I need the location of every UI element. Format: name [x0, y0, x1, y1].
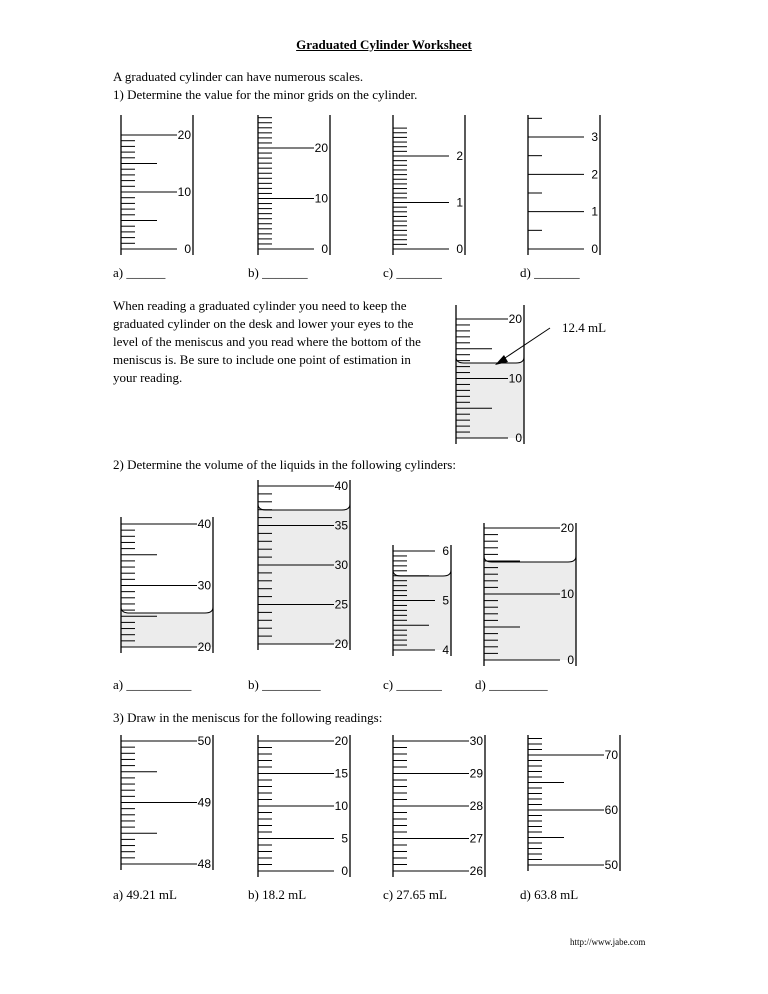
scale-label: 0 [591, 242, 598, 256]
meniscus-instructions: When reading a graduated cylinder you need to keep the graduated cylinder on the desk and lower your eyes to the level of the meniscus and you read where the bottom of the meniscus is. Be sure to include one point of estimation in your reading. [113, 298, 421, 385]
scale-label: 15 [334, 766, 348, 781]
reading-q3d: d) 63.8 mL [520, 887, 579, 902]
scale-label: 0 [567, 653, 574, 667]
scale-label: 40 [334, 479, 348, 493]
cylinder-q1c [385, 110, 480, 260]
scale-label: 20 [177, 128, 191, 142]
scale-label: 1 [456, 195, 463, 210]
cylinder-q3b [250, 733, 360, 881]
scale-label: 10 [314, 191, 328, 206]
scale-label: 48 [197, 857, 211, 871]
scale-label: 28 [469, 799, 483, 813]
scale-label: 20 [334, 637, 348, 651]
scale-label: 20 [334, 734, 348, 748]
answer-q1c: c) _______ [383, 265, 442, 280]
cylinder-q2a [113, 515, 223, 665]
worksheet-title: Graduated Cylinder Worksheet [296, 37, 472, 52]
scale-label: 20 [314, 141, 328, 155]
scale-label: 27 [469, 831, 483, 846]
scale-label: 26 [469, 864, 483, 878]
answer-q1d: d) _______ [520, 265, 580, 280]
cylinder-q1a [113, 110, 208, 260]
scale-label: 25 [334, 597, 348, 612]
scale-label: 10 [508, 371, 522, 386]
scale-label: 10 [177, 185, 191, 199]
scale-label: 0 [321, 242, 328, 256]
liquid [484, 556, 576, 660]
scale-label: 10 [560, 587, 574, 601]
scale-label: 2 [591, 167, 598, 182]
scale-label: 20 [560, 521, 574, 535]
scale-label: 4 [442, 643, 449, 657]
scale-label: 0 [184, 242, 191, 256]
question-3-prompt: 3) Draw in the meniscus for the following readings: [113, 710, 383, 725]
cylinder-q3a [113, 733, 223, 881]
question-1-prompt: 1) Determine the value for the minor grids on the cylinder. [113, 87, 418, 102]
question-2-prompt: 2) Determine the volume of the liquids in the following cylinders: [113, 457, 456, 472]
cylinder-q1d [520, 110, 615, 260]
scale-label: 10 [334, 799, 348, 813]
scale-label: 20 [197, 640, 211, 654]
scale-label: 29 [469, 766, 483, 781]
scale-label: 20 [508, 312, 522, 326]
scale-label: 40 [197, 517, 211, 531]
scale-label: 60 [604, 803, 618, 817]
scale-label: 30 [197, 578, 211, 593]
scale-label: 30 [469, 734, 483, 748]
scale-label: 35 [334, 518, 348, 533]
scale-label: 50 [604, 858, 618, 872]
reading-q3a: a) 49.21 mL [113, 887, 177, 902]
example-reading-label: 12.4 mL [562, 320, 607, 335]
scale-label: 6 [442, 544, 449, 558]
scale-label: 0 [341, 864, 348, 878]
reading-callout [490, 318, 620, 368]
scale-label: 0 [456, 242, 463, 256]
answer-q2d: d) _________ [475, 677, 548, 692]
scale-label: 30 [334, 558, 348, 572]
answer-q2b: b) _________ [248, 677, 321, 692]
cylinder-q3d [520, 733, 630, 881]
cylinder-q2d [476, 520, 586, 665]
cylinder-q2c [385, 540, 460, 665]
answer-q2a: a) __________ [113, 677, 192, 692]
answer-q1a: a) ______ [113, 265, 166, 280]
scale-label: 70 [604, 748, 618, 762]
cylinder-q2b [250, 478, 360, 665]
answer-q1b: b) _______ [248, 265, 308, 280]
scale-label: 5 [341, 831, 348, 846]
cylinder-q1b [250, 110, 345, 260]
footer-url: http://www.jabe.com [570, 937, 646, 947]
scale-label: 3 [591, 130, 598, 144]
intro-line: A graduated cylinder can have numerous scales. [113, 69, 364, 84]
scale-label: 0 [515, 431, 522, 445]
reading-q3c: c) 27.65 mL [383, 887, 447, 902]
scale-label: 50 [197, 734, 211, 748]
scale-label: 2 [456, 149, 463, 163]
scale-label: 5 [442, 593, 449, 608]
answer-q2c: c) _______ [383, 677, 442, 692]
scale-label: 1 [591, 204, 598, 219]
meniscus [258, 504, 350, 510]
cylinder-q3c [385, 733, 495, 881]
reading-q3b: b) 18.2 mL [248, 887, 307, 902]
scale-label: 49 [197, 795, 211, 810]
